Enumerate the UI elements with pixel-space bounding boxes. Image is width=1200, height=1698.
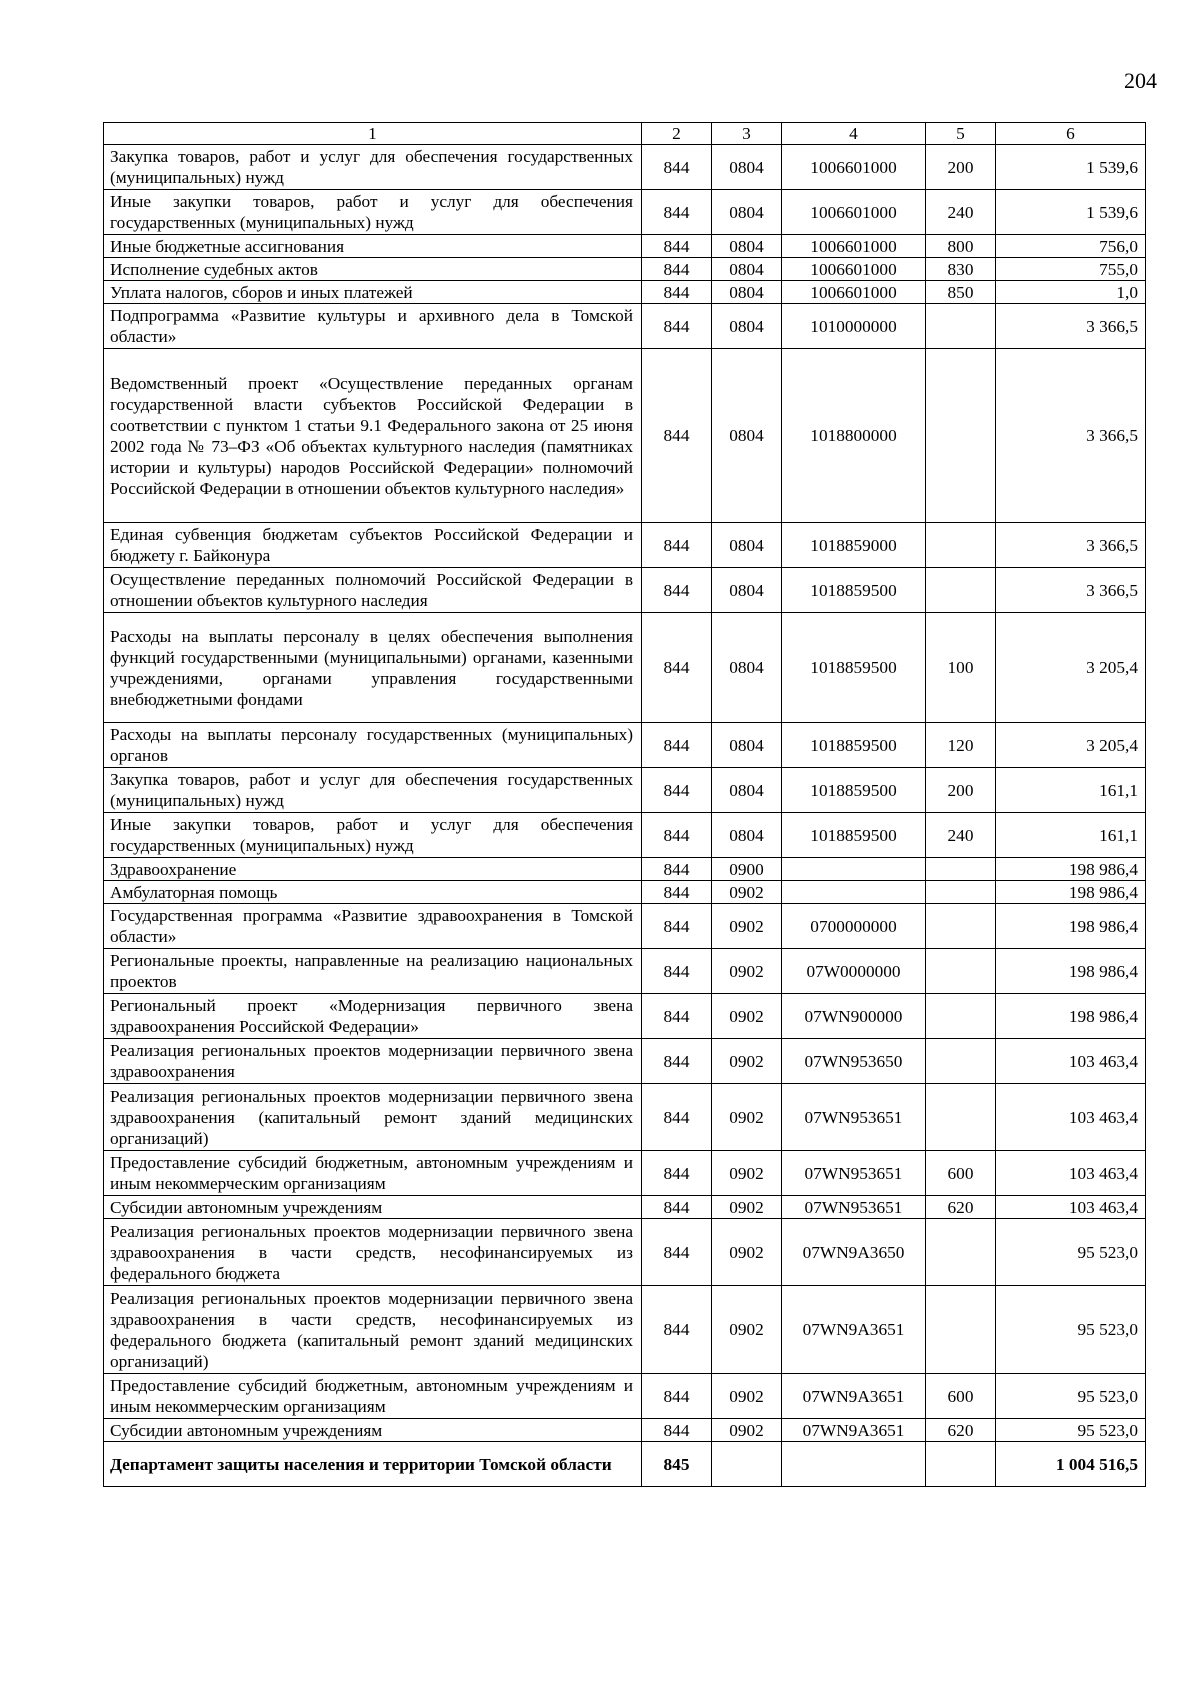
target-article-code: 07WN9A3651 <box>782 1286 926 1374</box>
amount: 198 986,4 <box>996 994 1146 1039</box>
section-code: 0902 <box>712 994 782 1039</box>
section-code: 0804 <box>712 235 782 258</box>
page-number: 204 <box>1124 68 1157 93</box>
expense-type-code <box>926 904 996 949</box>
target-article-code <box>782 1442 926 1487</box>
amount: 1 539,6 <box>996 145 1146 190</box>
amount: 3 366,5 <box>996 568 1146 613</box>
table-row <box>104 1419 1146 1442</box>
target-article-code: 07WN953651 <box>782 1196 926 1219</box>
expense-type-code: 200 <box>926 768 996 813</box>
item-name: Ведомственный проект «Осуществление переданных органам государственной власти субъектов Российской Федерации в соответствии с пунктом 1 статьи 9.1 Федерального закона от 25 июня 2002 года № 73–ФЗ «Об объектах культурного наследия (памятниках истории и культуры) народов Российской Федерации» полномочий Российской Федерации в отношении объектов культурного наследия» <box>104 349 642 523</box>
table-row <box>104 304 1146 349</box>
target-article-code: 07WN9A3651 <box>782 1419 926 1442</box>
target-article-code: 07WN953651 <box>782 1151 926 1196</box>
section-code: 0902 <box>712 1039 782 1084</box>
table-row <box>104 235 1146 258</box>
target-article-code: 1018859500 <box>782 768 926 813</box>
expense-type-code: 600 <box>926 1374 996 1419</box>
item-name: Иные закупки товаров, работ и услуг для обеспечения государственных (муниципальных) нужд <box>104 813 642 858</box>
expense-type-code <box>926 949 996 994</box>
section-code: 0902 <box>712 1084 782 1151</box>
ministry-code: 844 <box>642 523 712 568</box>
amount: 161,1 <box>996 768 1146 813</box>
target-article-code: 1018859500 <box>782 723 926 768</box>
item-name: Региональный проект «Модернизация первичного звена здравоохранения Российской Федерации» <box>104 994 642 1039</box>
section-code: 0804 <box>712 723 782 768</box>
expense-type-code <box>926 994 996 1039</box>
ministry-code: 844 <box>642 881 712 904</box>
expense-type-code: 620 <box>926 1419 996 1442</box>
amount: 103 463,4 <box>996 1039 1146 1084</box>
target-article-code: 07WN953650 <box>782 1039 926 1084</box>
ministry-code: 844 <box>642 235 712 258</box>
table-row <box>104 858 1146 881</box>
item-name: Предоставление субсидий бюджетным, автономным учреждениям и иным некоммерческим организациям <box>104 1374 642 1419</box>
ministry-code: 844 <box>642 281 712 304</box>
item-name: Предоставление субсидий бюджетным, автономным учреждениям и иным некоммерческим организациям <box>104 1151 642 1196</box>
expense-type-code: 600 <box>926 1151 996 1196</box>
column-number: 4 <box>782 123 926 145</box>
ministry-code: 844 <box>642 768 712 813</box>
target-article-code: 1010000000 <box>782 304 926 349</box>
table-row <box>104 1196 1146 1219</box>
table-row <box>104 349 1146 523</box>
amount: 198 986,4 <box>996 949 1146 994</box>
section-code: 0902 <box>712 904 782 949</box>
expense-type-code <box>926 1084 996 1151</box>
ministry-code: 844 <box>642 1374 712 1419</box>
ministry-code: 844 <box>642 1419 712 1442</box>
section-code: 0902 <box>712 1374 782 1419</box>
table-row <box>104 281 1146 304</box>
amount: 756,0 <box>996 235 1146 258</box>
table-row <box>104 813 1146 858</box>
item-name: Исполнение судебных актов <box>104 258 642 281</box>
amount: 103 463,4 <box>996 1084 1146 1151</box>
section-code: 0804 <box>712 281 782 304</box>
target-article-code: 1018859500 <box>782 813 926 858</box>
ministry-code: 844 <box>642 1286 712 1374</box>
target-article-code: 0700000000 <box>782 904 926 949</box>
item-name: Региональные проекты, направленные на реализацию национальных проектов <box>104 949 642 994</box>
section-code: 0804 <box>712 304 782 349</box>
ministry-code: 844 <box>642 1219 712 1286</box>
table-row <box>104 258 1146 281</box>
ministry-code: 844 <box>642 145 712 190</box>
item-name: Закупка товаров, работ и услуг для обеспечения государственных (муниципальных) нужд <box>104 145 642 190</box>
section-code: 0900 <box>712 858 782 881</box>
table-row <box>104 994 1146 1039</box>
target-article-code: 07WN953651 <box>782 1084 926 1151</box>
expense-type-code <box>926 1442 996 1487</box>
amount: 3 205,4 <box>996 613 1146 723</box>
table-row <box>104 768 1146 813</box>
table-row <box>104 723 1146 768</box>
target-article-code: 1018859000 <box>782 523 926 568</box>
table-row <box>104 881 1146 904</box>
item-name: Расходы на выплаты персоналу в целях обеспечения выполнения функций государственными (муниципальными) органами, казенными учреждениями, органами управления государственными внебюджетными фондами <box>104 613 642 723</box>
amount: 198 986,4 <box>996 858 1146 881</box>
item-name: Осуществление переданных полномочий Российской Федерации в отношении объектов культурного наследия <box>104 568 642 613</box>
target-article-code <box>782 881 926 904</box>
amount: 95 523,0 <box>996 1219 1146 1286</box>
expense-type-code <box>926 1219 996 1286</box>
table-row <box>104 145 1146 190</box>
target-article-code: 07WN9A3650 <box>782 1219 926 1286</box>
ministry-code: 844 <box>642 723 712 768</box>
section-code: 0902 <box>712 949 782 994</box>
section-code: 0804 <box>712 813 782 858</box>
expense-type-code: 830 <box>926 258 996 281</box>
column-number: 1 <box>104 123 642 145</box>
expense-type-code: 800 <box>926 235 996 258</box>
section-code: 0902 <box>712 1219 782 1286</box>
section-code: 0902 <box>712 1196 782 1219</box>
ministry-code: 844 <box>642 190 712 235</box>
item-name: Уплата налогов, сборов и иных платежей <box>104 281 642 304</box>
table-row <box>104 949 1146 994</box>
amount: 95 523,0 <box>996 1374 1146 1419</box>
target-article-code <box>782 858 926 881</box>
table-row <box>104 1039 1146 1084</box>
target-article-code: 1006601000 <box>782 281 926 304</box>
amount: 3 205,4 <box>996 723 1146 768</box>
ministry-code: 844 <box>642 1196 712 1219</box>
table-row <box>104 1219 1146 1286</box>
section-code: 0804 <box>712 613 782 723</box>
ministry-code: 844 <box>642 1151 712 1196</box>
section-code: 0804 <box>712 349 782 523</box>
ministry-code: 844 <box>642 904 712 949</box>
column-number: 2 <box>642 123 712 145</box>
target-article-code: 1018859500 <box>782 568 926 613</box>
item-name: Реализация региональных проектов модернизации первичного звена здравоохранения <box>104 1039 642 1084</box>
table-row <box>104 1374 1146 1419</box>
ministry-code: 844 <box>642 304 712 349</box>
section-code: 0804 <box>712 768 782 813</box>
budget-table-body <box>104 123 1146 1487</box>
expense-type-code: 850 <box>926 281 996 304</box>
expense-type-code <box>926 1039 996 1084</box>
item-name: Единая субвенция бюджетам субъектов Российской Федерации и бюджету г. Байконура <box>104 523 642 568</box>
expense-type-code: 620 <box>926 1196 996 1219</box>
item-name: Амбулаторная помощь <box>104 881 642 904</box>
target-article-code: 1006601000 <box>782 258 926 281</box>
table-row <box>104 904 1146 949</box>
ministry-code: 844 <box>642 349 712 523</box>
amount: 3 366,5 <box>996 349 1146 523</box>
item-name: Реализация региональных проектов модернизации первичного звена здравоохранения (капитальный ремонт зданий медицинских организаций) <box>104 1084 642 1151</box>
column-number: 5 <box>926 123 996 145</box>
ministry-code: 844 <box>642 813 712 858</box>
section-code: 0902 <box>712 881 782 904</box>
ministry-code: 844 <box>642 613 712 723</box>
expense-type-code <box>926 349 996 523</box>
item-name: Государственная программа «Развитие здравоохранения в Томской области» <box>104 904 642 949</box>
target-article-code: 1006601000 <box>782 145 926 190</box>
ministry-code: 845 <box>642 1442 712 1487</box>
table-row <box>104 568 1146 613</box>
section-code: 0804 <box>712 523 782 568</box>
amount: 1,0 <box>996 281 1146 304</box>
amount: 95 523,0 <box>996 1286 1146 1374</box>
item-name: Иные закупки товаров, работ и услуг для обеспечения государственных (муниципальных) нужд <box>104 190 642 235</box>
expense-type-code: 120 <box>926 723 996 768</box>
table-row <box>104 613 1146 723</box>
table-row <box>104 523 1146 568</box>
expense-type-code: 240 <box>926 190 996 235</box>
table-row <box>104 1286 1146 1374</box>
item-name: Иные бюджетные ассигнования <box>104 235 642 258</box>
amount: 1 004 516,5 <box>996 1442 1146 1487</box>
expense-type-code <box>926 881 996 904</box>
target-article-code: 1018859500 <box>782 613 926 723</box>
expense-type-code <box>926 858 996 881</box>
item-name: Подпрограмма «Развитие культуры и архивного дела в Томской области» <box>104 304 642 349</box>
item-name: Расходы на выплаты персоналу государственных (муниципальных) органов <box>104 723 642 768</box>
section-code: 0902 <box>712 1151 782 1196</box>
item-name: Реализация региональных проектов модернизации первичного звена здравоохранения в части средств, несофинансируемых из федерального бюджета <box>104 1219 642 1286</box>
section-code: 0804 <box>712 258 782 281</box>
section-code <box>712 1442 782 1487</box>
target-article-code: 1018800000 <box>782 349 926 523</box>
expense-type-code <box>926 1286 996 1374</box>
expense-type-code: 240 <box>926 813 996 858</box>
amount: 1 539,6 <box>996 190 1146 235</box>
table-row <box>104 1084 1146 1151</box>
ministry-code: 844 <box>642 949 712 994</box>
item-name: Закупка товаров, работ и услуг для обеспечения государственных (муниципальных) нужд <box>104 768 642 813</box>
amount: 3 366,5 <box>996 523 1146 568</box>
amount: 755,0 <box>996 258 1146 281</box>
section-code: 0804 <box>712 145 782 190</box>
ministry-code: 844 <box>642 994 712 1039</box>
amount: 198 986,4 <box>996 881 1146 904</box>
item-name: Здравоохранение <box>104 858 642 881</box>
item-name: Субсидии автономным учреждениям <box>104 1196 642 1219</box>
column-number: 6 <box>996 123 1146 145</box>
item-name: Реализация региональных проектов модернизации первичного звена здравоохранения в части средств, несофинансируемых из федерального бюджета (капитальный ремонт зданий медицинских организаций) <box>104 1286 642 1374</box>
section-code: 0902 <box>712 1419 782 1442</box>
target-article-code: 1006601000 <box>782 235 926 258</box>
column-number: 3 <box>712 123 782 145</box>
ministry-code: 844 <box>642 1084 712 1151</box>
amount: 103 463,4 <box>996 1196 1146 1219</box>
target-article-code: 07WN9A3651 <box>782 1374 926 1419</box>
budget-table <box>103 122 1146 1487</box>
amount: 3 366,5 <box>996 304 1146 349</box>
section-code: 0804 <box>712 190 782 235</box>
amount: 103 463,4 <box>996 1151 1146 1196</box>
expense-type-code <box>926 523 996 568</box>
expense-type-code: 100 <box>926 613 996 723</box>
amount: 161,1 <box>996 813 1146 858</box>
ministry-code: 844 <box>642 1039 712 1084</box>
ministry-code: 844 <box>642 858 712 881</box>
table-row <box>104 1442 1146 1487</box>
ministry-code: 844 <box>642 258 712 281</box>
table-row <box>104 1151 1146 1196</box>
target-article-code: 1006601000 <box>782 190 926 235</box>
table-row <box>104 190 1146 235</box>
ministry-code: 844 <box>642 568 712 613</box>
item-name: Субсидии автономным учреждениям <box>104 1419 642 1442</box>
section-code: 0902 <box>712 1286 782 1374</box>
target-article-code: 07WN900000 <box>782 994 926 1039</box>
item-name: Департамент защиты населения и территории Томской области <box>104 1442 642 1487</box>
amount: 95 523,0 <box>996 1419 1146 1442</box>
section-code: 0804 <box>712 568 782 613</box>
expense-type-code <box>926 568 996 613</box>
expense-type-code <box>926 304 996 349</box>
column-number-row <box>104 123 1146 145</box>
target-article-code: 07W0000000 <box>782 949 926 994</box>
amount: 198 986,4 <box>996 904 1146 949</box>
expense-type-code: 200 <box>926 145 996 190</box>
